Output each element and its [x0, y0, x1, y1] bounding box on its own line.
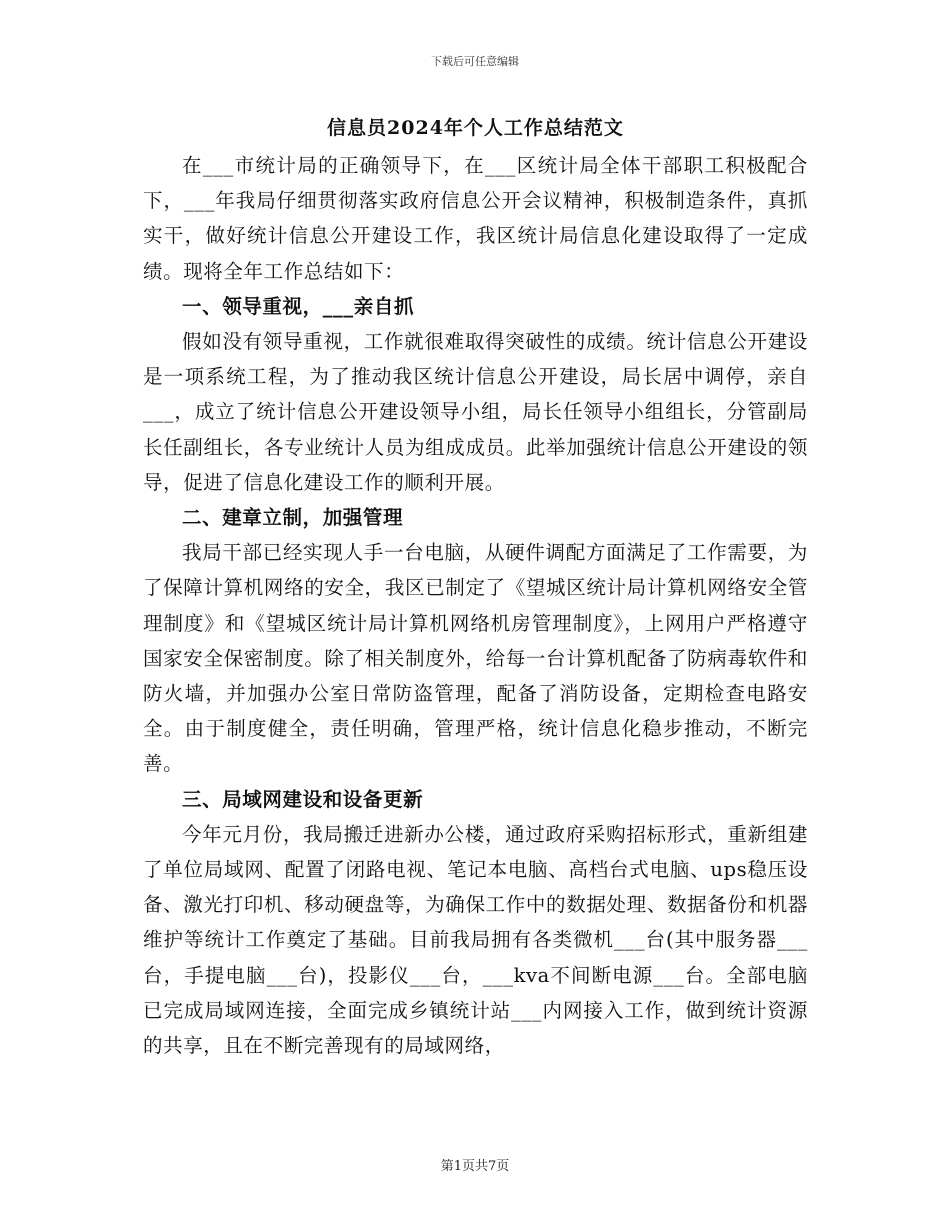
section-body-2: 我局干部已经实现人手一台电脑，从硬件调配方面满足了工作需要，为了保障计算机网络的安全，我区已制定了《望城区统计局计算机网络安全管理制度》和《望城区统计局计算机网络机房管理制度》，上网用户严格遵守国家安全保密制度。除了相关制度外，给每一台计算机配备了防病毒软件和防火墙，并加强办公室日常防盗管理，配备了消防设备，定期检查电路安全。由于制度健全，责任明确，管理严格，统计信息化稳步推动，不断完善。	[143, 541, 808, 776]
section-body-3: 今年元月份，我局搬迁进新办公楼，通过政府采购招标形式，重新组建了单位局域网、配置了闭路电视、笔记本电脑、高档台式电脑、ups稳压设备、激光打印机、移动硬盘等，为确保工作中的数据处理、数据备份和机器维护等统计工作奠定了基础。目前我局拥有各类微机___台(其中服务器___台，手提电脑___台)，投影仪___台，___kva不间断电源___台。全部电脑已完成局域网连接，全面完成乡镇统计站___内网接入工作，做到统计资源的共享，且在不断完善现有的局域网络，	[143, 822, 808, 1058]
page-footer: 第1页共7页	[440, 1159, 510, 1174]
section-heading-2: 二、建章立制，加强管理	[182, 506, 404, 530]
section-heading-1: 一、领导重视，___亲自抓	[182, 294, 415, 318]
section-body-1: 假如没有领导重视，工作就很难取得突破性的成绩。统计信息公开建设是一项系统工程，为了推动我区统计信息公开建设，局长居中调停，亲自___，成立了统计信息公开建设领导小组，局长任领导小组组长，分管副局长任副组长，各专业统计人员为组成成员。此举加强统计信息公开建设的领导，促进了信息化建设工作的顺利开展。	[143, 330, 808, 494]
page-header: 下载后可任意编辑	[431, 55, 519, 68]
document-body	[143, 108, 808, 1063]
document-title: 信息员2024年个人工作总结范文	[327, 117, 624, 139]
section-heading-3: 三、局域网建设和设备更新	[182, 787, 424, 811]
intro-paragraph: 在___市统计局的正确领导下，在___区统计局全体干部职工积极配合下，___年我局仔细贯彻落实政府信息公开会议精神，积极制造条件，真抓实干，做好统计信息公开建设工作，我区统计局信息化建设取得了一定成绩。现将全年工作总结如下：	[143, 154, 808, 283]
